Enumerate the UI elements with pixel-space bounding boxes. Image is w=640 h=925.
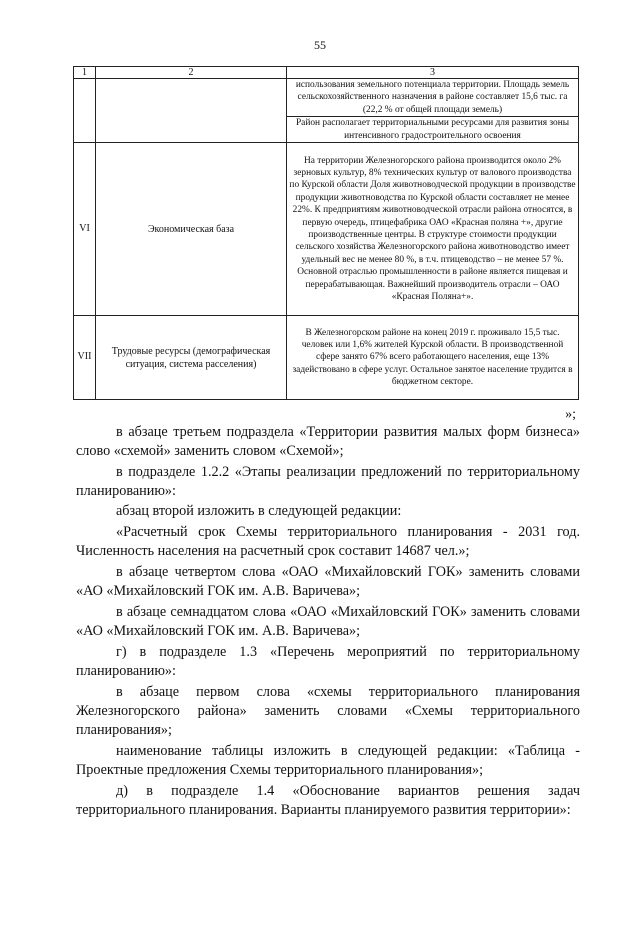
paragraph: в абзаце семнадцатом слова «ОАО «Михайловский ГОК» заменить словами «АО «Михайловский ГОК им. А.В. Варичева»; bbox=[76, 604, 580, 639]
paragraph: в абзаце первом слова «схемы территориального планирования Железногорского района» заменить словами «Схемы территориального планирования»; bbox=[76, 684, 580, 738]
table-row bbox=[74, 79, 579, 117]
paragraph: абзац второй изложить в следующей редакции: bbox=[116, 503, 402, 519]
paragraph: в подразделе 1.2.2 «Этапы реализации предложений по территориальному планированию»: bbox=[76, 464, 580, 499]
row-text: В Железногорском районе на конец 2019 г. проживало 15,5 тыс. человек или 1,6% жителей Курской области. В производственной сфере занято 67% всего работающего населения, еще 13% задействовано в сфере услуг. Остальное занятое население трудится в бюджетном секторе. bbox=[287, 316, 579, 400]
continued-cell: Район располагает территориальными ресурсами для развития зоны интенсивного градостроительного освоения bbox=[287, 117, 579, 143]
paragraph: наименование таблицы изложить в следующей редакции: «Таблица - Проектные предложения Схемы территориального планирования»; bbox=[76, 743, 580, 778]
header-cell-2: 2 bbox=[96, 67, 287, 79]
table-closing-mark: »; bbox=[565, 407, 576, 422]
document-table bbox=[73, 66, 579, 400]
paragraph: в абзаце третьем подраздела «Территории развития малых форм бизнеса» слово «схемой» заменить словом «Схемой»; bbox=[76, 424, 580, 459]
paragraph: д) в подразделе 1.4 «Обоснование вариантов решения задач территориального планирования. Варианты планируемого развития территории»: bbox=[76, 783, 580, 818]
table-header-row bbox=[74, 67, 579, 79]
row-number: VI bbox=[74, 143, 96, 316]
row-title: Трудовые ресурсы (демографическая ситуация, система расселения) bbox=[96, 316, 287, 400]
paragraph: г) в подразделе 1.3 «Перечень мероприятий по территориальному планированию»: bbox=[76, 644, 580, 679]
paragraph: «Расчетный срок Схемы территориального планирования - 2031 год. Численность населения на расчетный срок составит 14687 чел.»; bbox=[76, 524, 580, 559]
table-row bbox=[74, 316, 579, 400]
page-number: 55 bbox=[314, 38, 326, 52]
row-text: На территории Железногорского района производится около 2% зерновых культур, 8% технических культур от валового производства по Курской области Доля животноводческой продукции в производстве продукции животноводства по Курской области составляет не менее 22%. К предприятиям животноводческой отрасли района относятся, в первую очередь, птицефабрика ОАО «Красная поляна +», другие производственные центры. В структуре стоимости продукции сельского хозяйства Железногорского района животноводство имеет удельный вес не менее 80 %, в т.ч. птицеводство – не менее 57 %. Основной отраслью промышленности в районе является пищевая и перерабатывающая. Важнейший производитель отрасли – ОАО «Красная Поляна+». bbox=[287, 143, 579, 316]
continued-cell: использования земельного потенциала территории. Площадь земель сельскохозяйственного назначения в районе составляет 15,6 тыс. га (22,2 % от общей площади земель) bbox=[287, 79, 579, 117]
header-cell-3: 3 bbox=[287, 67, 579, 79]
table-row bbox=[74, 143, 579, 316]
empty-num-cell bbox=[74, 79, 96, 143]
paragraph: в абзаце четвертом слова «ОАО «Михайловский ГОК» заменить словами «АО «Михайловский ГОК им. А.В. Варичева»; bbox=[76, 564, 580, 599]
row-number: VII bbox=[74, 316, 96, 400]
header-cell-1: 1 bbox=[74, 67, 96, 79]
empty-title-cell bbox=[96, 79, 287, 143]
row-title: Экономическая база bbox=[96, 143, 287, 316]
